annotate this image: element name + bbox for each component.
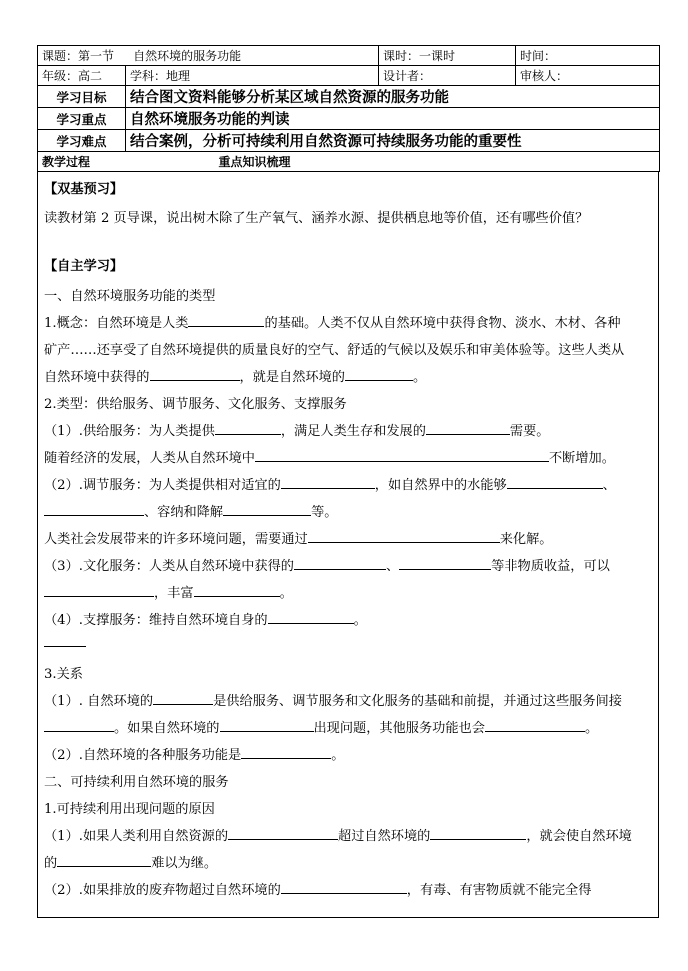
blank[interactable] bbox=[57, 853, 151, 867]
blank[interactable] bbox=[44, 718, 114, 732]
blank[interactable] bbox=[426, 421, 510, 435]
time-cell: 时间： bbox=[516, 46, 660, 66]
relation-line-2: 。如果自然环境的 出现问题，其他服务功能也会 。 bbox=[44, 717, 598, 736]
blank[interactable] bbox=[44, 633, 86, 647]
blank[interactable] bbox=[44, 502, 144, 516]
content-area bbox=[37, 172, 659, 918]
goal-label: 学习目标 bbox=[38, 86, 126, 108]
goal-text: 结合图文资料能够分析某区域自然资源的服务功能 bbox=[126, 86, 660, 108]
concept-line-2: 矿产……还享受了自然环境提供的质量良好的空气、舒适的气候以及娱乐和审美体验等。这些人类从 bbox=[44, 343, 625, 358]
course-cell bbox=[38, 46, 379, 66]
culture-line: （3）.文化服务：人类从自然环境中获得的 、 等非物质收益，可以 bbox=[44, 555, 610, 574]
preview-title: 【双基预习】 bbox=[44, 182, 124, 197]
blank[interactable] bbox=[188, 313, 264, 327]
difficulty-text: 结合案例，分析可持续利用自然资源可持续服务功能的重要性 bbox=[126, 130, 660, 152]
blank[interactable] bbox=[345, 367, 413, 381]
subject-cell: 学科：地理 bbox=[126, 66, 379, 86]
blank[interactable] bbox=[150, 367, 240, 381]
cause-line-3: （2）.如果排放的废弃物超过自然环境的 ，有毒、有害物质就不能完全得 bbox=[44, 879, 591, 898]
course-title: 自然环境的服务功能 bbox=[133, 49, 242, 63]
blank[interactable] bbox=[194, 583, 280, 597]
focus-label: 学习重点 bbox=[38, 108, 126, 130]
blank[interactable] bbox=[399, 556, 491, 570]
regulate-line-2: 、容纳和降解 等。 bbox=[44, 501, 338, 520]
preview-text: 读教材第 2 页导课，说出树木除了生产氧气、涵养水源、提供栖息地等价值，还有哪些价值？ bbox=[44, 211, 589, 226]
relation-line-1: （1）. 自然环境的 是供给服务、调节服务和文化服务的基础和前提，并通过这些服务间接 bbox=[44, 690, 622, 709]
supply-growth-line: 随着经济的发展，人类从自然环境中 不断增加。 bbox=[44, 447, 615, 466]
difficulty-label: 学习难点 bbox=[38, 130, 126, 152]
concept-line-3: 自然环境中获得的 ，就是自然环境的 。 bbox=[44, 366, 426, 385]
culture-line-2: ，丰富 。 bbox=[44, 582, 293, 601]
knowledge-label: 重点知识梳理 bbox=[126, 152, 660, 172]
blank[interactable] bbox=[255, 448, 549, 462]
blank[interactable] bbox=[281, 880, 407, 894]
focus-text: 自然环境服务功能的判读 bbox=[126, 108, 660, 130]
supply-line: （1）.供给服务：为人类提供 ，满足人类生存和发展的 需要。 bbox=[44, 420, 549, 439]
lesson-plan-sheet bbox=[37, 45, 659, 918]
blank[interactable] bbox=[308, 529, 500, 543]
blank[interactable] bbox=[228, 826, 338, 840]
cause-heading: 1.可持续利用出现问题的原因 bbox=[44, 802, 215, 817]
cause-line-1: （1）.如果人类利用自然资源的 超过自然环境的 ，就会使自然环境 bbox=[44, 825, 632, 844]
support-line-2 bbox=[44, 633, 86, 651]
section-2-heading: 二、可持续利用自然环境的服务 bbox=[44, 775, 229, 790]
blank[interactable] bbox=[507, 475, 603, 489]
blank[interactable] bbox=[294, 556, 386, 570]
header-table bbox=[37, 45, 660, 172]
grade-cell: 年级：高二 bbox=[38, 66, 126, 86]
process-label: 教学过程 bbox=[38, 152, 126, 172]
env-problem-line: 人类社会发展带来的许多环境问题，需要通过 来化解。 bbox=[44, 528, 553, 547]
cause-line-2: 的 难以为继。 bbox=[44, 852, 217, 871]
concept-line-1: 1.概念：自然环境是人类 的基础。人类不仅从自然环境中获得食物、淡水、木材、各种 bbox=[44, 312, 621, 331]
reviewer-cell: 审核人： bbox=[516, 66, 660, 86]
relation-heading: 3.关系 bbox=[44, 667, 83, 682]
blank[interactable] bbox=[430, 826, 526, 840]
blank[interactable] bbox=[220, 718, 314, 732]
section-1-heading: 一、自然环境服务功能的类型 bbox=[44, 289, 216, 304]
blank[interactable] bbox=[268, 610, 354, 624]
self-study-title: 【自主学习】 bbox=[44, 259, 124, 274]
designer-cell: 设计者： bbox=[379, 66, 516, 86]
blank[interactable] bbox=[281, 475, 375, 489]
blank[interactable] bbox=[44, 583, 154, 597]
support-line: （4）.支撑服务：维持自然环境自身的 。 bbox=[44, 609, 367, 628]
blank[interactable] bbox=[215, 421, 281, 435]
blank[interactable] bbox=[223, 502, 311, 516]
types-line: 2.类型：供给服务、调节服务、文化服务、支撑服务 bbox=[44, 397, 347, 412]
blank[interactable] bbox=[153, 691, 213, 705]
blank[interactable] bbox=[485, 718, 585, 732]
blank[interactable] bbox=[241, 745, 331, 759]
course-label: 课题：第一节 bbox=[42, 49, 115, 63]
period-cell: 课时：一课时 bbox=[379, 46, 516, 66]
regulate-line: （2）.调节服务：为人类提供相对适宜的 ，如自然界中的水能够 、 bbox=[44, 474, 616, 493]
relation-line-3: （2）.自然环境的各种服务功能是 。 bbox=[44, 744, 344, 763]
